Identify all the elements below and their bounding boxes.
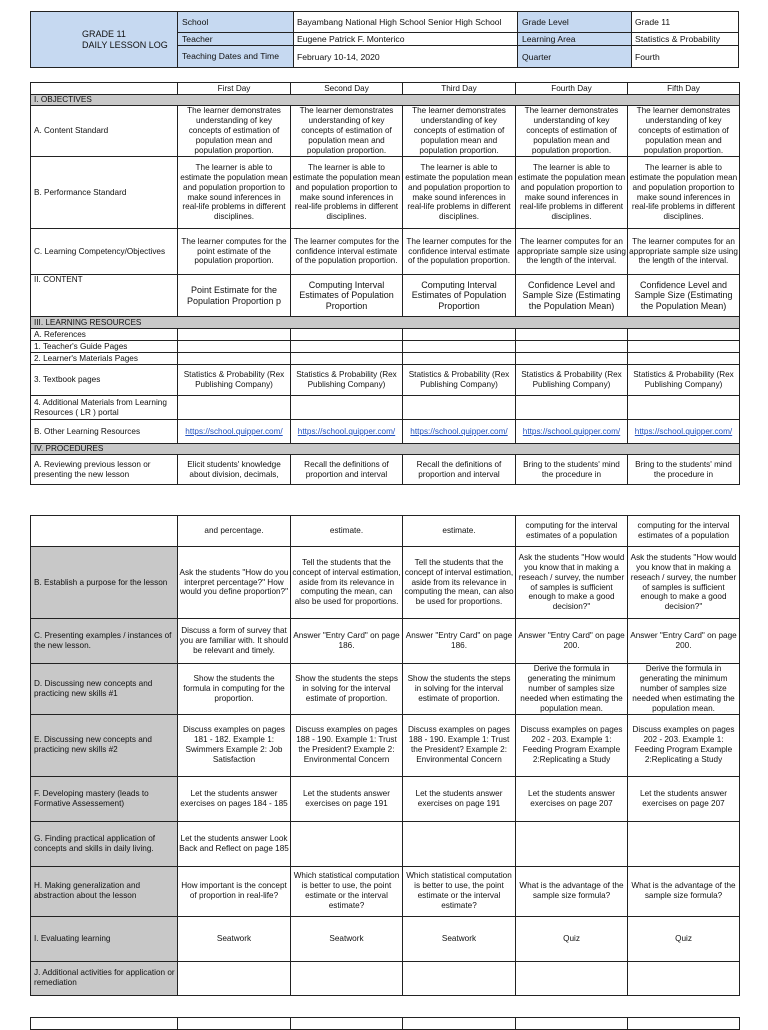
quipper-link[interactable]: https://school.quipper.com/ xyxy=(297,426,396,436)
school-label: School xyxy=(178,12,294,33)
table-cell: Ask the students "How would you know that in making a reseach / survey, the number of samples is sufficient enough to make a good decision?" xyxy=(516,547,628,619)
day-header: Fifth Day xyxy=(628,83,740,95)
table-cell xyxy=(403,961,516,995)
table-cell: Discuss examples on pages 188 - 190. Example 1: Trust the President? Example 2: Environmental Concern xyxy=(403,714,516,776)
quipper-link[interactable]: https://school.quipper.com/ xyxy=(185,426,283,436)
table-cell: The learner computes for an appropriate sample size using the length of the interval. xyxy=(516,229,628,275)
row-label-additional-materials: 4. Additional Materials from Learning Resources ( LR ) portal xyxy=(31,396,178,420)
table-cell xyxy=(291,821,403,866)
corner-cell xyxy=(31,83,178,95)
table-cell: The learner computes for the point estimate of the population proportion. xyxy=(178,229,291,275)
table-cell xyxy=(516,341,628,353)
row-label-discussing-1: D. Discussing new concepts and practicing new skills #1 xyxy=(31,664,178,715)
table-cell: The learner is able to estimate the population mean and population proportion to make sound inferences in real-life problems in different disciplines. xyxy=(628,157,740,229)
table-cell: Point Estimate for the Population Proportion p xyxy=(178,275,291,317)
quipper-link[interactable]: https://school.quipper.com/ xyxy=(634,426,733,436)
row-label-textbook: 3. Textbook pages xyxy=(31,365,178,396)
table-cell: The learner demonstrates understanding of key concepts of estimation of population mean and population proportion. xyxy=(291,106,403,157)
table-cell: Quiz xyxy=(628,916,740,961)
table-cell xyxy=(628,329,740,341)
table-cell xyxy=(403,821,516,866)
table-cell: Discuss examples on pages 202 - 203. Example 1: Feeding Program Example 2:Replicating a Study xyxy=(628,714,740,776)
table-cell: The learner demonstrates understanding of key concepts of estimation of population mean and population proportion. xyxy=(178,106,291,157)
table-cell: estimate. xyxy=(403,516,516,547)
dates-value: February 10-14, 2020 xyxy=(294,46,518,68)
table-cell: Statistics & Probability (Rex Publishing Company) xyxy=(178,365,291,396)
table-cell: Bring to the students' mind the procedure in xyxy=(516,455,628,485)
table-cell xyxy=(403,396,516,420)
table-cell xyxy=(628,353,740,365)
row-label-purpose: B. Establish a purpose for the lesson xyxy=(31,547,178,619)
table-cell: Discuss examples on pages 188 - 190. Example 1: Trust the President? Example 2: Environmental Concern xyxy=(291,714,403,776)
learning-area-label: Learning Area xyxy=(518,33,632,46)
day-header: Third Day xyxy=(403,83,516,95)
table-cell xyxy=(178,329,291,341)
school-value: Bayambang National High School Senior High School xyxy=(294,12,518,33)
row-label-performance-standard: B. Performance Standard xyxy=(31,157,178,229)
table-cell: The learner computes for the confidence interval estimate of the population proportion. xyxy=(403,229,516,275)
table-cell xyxy=(178,961,291,995)
section-content: II. CONTENT xyxy=(31,275,178,317)
row-label-reviewing: A. Reviewing previous lesson or presenting the new lesson xyxy=(31,455,178,485)
lesson-table-part1 xyxy=(30,82,740,485)
day-header: First Day xyxy=(178,83,291,95)
table-cell: Seatwork xyxy=(403,916,516,961)
table-cell xyxy=(628,396,740,420)
table-cell: Statistics & Probability (Rex Publishing Company) xyxy=(516,365,628,396)
table-cell: Let the students answer exercises on pages 184 - 185 xyxy=(178,776,291,821)
table-cell: The learner is able to estimate the population mean and population proportion to make sound inferences in real-life problems in different disciplines. xyxy=(403,157,516,229)
day-header: Fourth Day xyxy=(516,83,628,95)
row-label-presenting: C. Presenting examples / instances of the new lesson. xyxy=(31,619,178,664)
table-cell: Confidence Level and Sample Size (Estimating the Population Mean) xyxy=(628,275,740,317)
table-cell xyxy=(516,353,628,365)
row-label-generalization: H. Making generalization and abstraction about the lesson xyxy=(31,866,178,916)
table-cell: estimate. xyxy=(291,516,403,547)
table-cell: The learner computes for the confidence interval estimate of the population proportion. xyxy=(291,229,403,275)
row-label-competency: C. Learning Competency/Objectives xyxy=(31,229,178,275)
table-cell xyxy=(628,341,740,353)
grade-title: GRADE 11 xyxy=(82,28,126,39)
table-cell xyxy=(628,961,740,995)
teacher-label: Teacher xyxy=(178,33,294,46)
table-cell xyxy=(178,353,291,365)
table-cell xyxy=(291,961,403,995)
table-cell: Ask the students "How would you know that in making a reseach / survey, the number of samples is sufficient enough to make a good decision?" xyxy=(628,547,740,619)
table-cell: Answer "Entry Card" on page 186. xyxy=(291,619,403,664)
table-cell: Confidence Level and Sample Size (Estimating the Population Mean) xyxy=(516,275,628,317)
table-cell xyxy=(403,341,516,353)
table-cell: Seatwork xyxy=(291,916,403,961)
quipper-link[interactable]: https://school.quipper.com/ xyxy=(410,426,508,436)
grade-level-value: Grade 11 xyxy=(632,12,739,33)
day-header: Second Day xyxy=(291,83,403,95)
section-objectives: I. OBJECTIVES xyxy=(31,95,740,106)
table-cell: Elicit students' knowledge about division, decimals, xyxy=(178,455,291,485)
table-cell: Recall the definitions of proportion and interval xyxy=(291,455,403,485)
table-cell: Discuss a form of survey that you are familiar with. It should be relevant and timely. xyxy=(178,619,291,664)
table-cell: What is the advantage of the sample size formula? xyxy=(628,866,740,916)
table-cell: Answer "Entry Card" on page 200. xyxy=(516,619,628,664)
table-cell: The learner computes for an appropriate sample size using the length of the interval. xyxy=(628,229,740,275)
row-label-practical: G. Finding practical application of concepts and skills in daily living. xyxy=(31,821,178,866)
learning-area-value: Statistics & Probability xyxy=(632,33,739,46)
table-cell xyxy=(516,329,628,341)
table-cell: Let the students answer exercises on page 207 xyxy=(628,776,740,821)
row-label-evaluating: I. Evaluating learning xyxy=(31,916,178,961)
table-cell: Quiz xyxy=(516,916,628,961)
table-cell: Let the students answer Look Back and Reflect on page 185 xyxy=(178,821,291,866)
row-label-discussing-2: E. Discussing new concepts and practicing new skills #2 xyxy=(31,714,178,776)
dll-title-cell xyxy=(31,12,178,68)
table-cell: Tell the students that the concept of interval estimation, aside from its relevance in computing the mean, can also be used for proportions. xyxy=(403,547,516,619)
row-label-teachers-guide: 1. Teacher's Guide Pages xyxy=(31,341,178,353)
table-cell: Derive the formula in generating the minimum number of samples size needed when estimating the population mean. xyxy=(516,664,628,715)
grade-level-label: Grade Level xyxy=(518,12,632,33)
section-learning-resources: III. LEARNING RESOURCES xyxy=(31,317,740,329)
table-cell: The learner is able to estimate the population mean and population proportion to make sound inferences in real-life problems in different disciplines. xyxy=(178,157,291,229)
table-cell: Statistics & Probability (Rex Publishing Company) xyxy=(628,365,740,396)
table-cell: Answer "Entry Card" on page 200. xyxy=(628,619,740,664)
table-cell: Let the students answer exercises on page 191 xyxy=(291,776,403,821)
lesson-table-part2 xyxy=(30,515,740,996)
section-procedures: IV. PROCEDURES xyxy=(31,444,740,455)
table-cell: Statistics & Probability (Rex Publishing Company) xyxy=(403,365,516,396)
row-label-mastery: F. Developing mastery (leads to Formative Assessement) xyxy=(31,776,178,821)
dates-label: Teaching Dates and Time xyxy=(178,46,294,68)
table-cell: Show the students the steps in solving for the interval estimate of proportion. xyxy=(291,664,403,715)
row-label-other-resources: B. Other Learning Resources xyxy=(31,420,178,444)
table-cell: Computing Interval Estimates of Population Proportion xyxy=(291,275,403,317)
quipper-link[interactable]: https://school.quipper.com/ xyxy=(522,426,621,436)
table-cell xyxy=(291,353,403,365)
table-cell: The learner is able to estimate the population mean and population proportion to make sound inferences in real-life problems in different disciplines. xyxy=(516,157,628,229)
table-cell: Which statistical computation is better to use, the point estimate or the interval estimate? xyxy=(403,866,516,916)
table-cell: and percentage. xyxy=(178,516,291,547)
table-cell xyxy=(291,396,403,420)
table-cell: Discuss examples on pages 202 - 203. Example 1: Feeding Program Example 2:Replicating a Study xyxy=(516,714,628,776)
table-cell: Answer "Entry Card" on page 186. xyxy=(403,619,516,664)
table-cell: Ask the students "How do you interpret percentage?" How would you define proportion?" xyxy=(178,547,291,619)
table-cell: Which statistical computation is better to use, the point estimate or the interval estimate? xyxy=(291,866,403,916)
table-cell: Computing Interval Estimates of Population Proportion xyxy=(403,275,516,317)
table-cell: The learner demonstrates understanding of key concepts of estimation of population mean and population proportion. xyxy=(516,106,628,157)
table-cell xyxy=(516,396,628,420)
table-cell xyxy=(403,329,516,341)
row-label-references: A. References xyxy=(31,329,178,341)
table-cell: What is the advantage of the sample size formula? xyxy=(516,866,628,916)
quarter-value: Fourth xyxy=(632,46,739,68)
table-cell: How important is the concept of proportion in real-life? xyxy=(178,866,291,916)
table-cell: Seatwork xyxy=(178,916,291,961)
table-cell xyxy=(291,329,403,341)
table-cell xyxy=(516,961,628,995)
table-cell xyxy=(291,341,403,353)
row-label-additional-activities: J. Additional activities for application or remediation xyxy=(31,961,178,995)
table-cell xyxy=(178,341,291,353)
table-cell: computing for the interval estimates of a population xyxy=(516,516,628,547)
dll-title: DAILY LESSON LOG xyxy=(82,39,168,50)
table-cell xyxy=(628,821,740,866)
header-table xyxy=(30,11,739,68)
table-cell: Derive the formula in generating the minimum number of samples size needed when estimating the population mean. xyxy=(628,664,740,715)
table-cell: The learner demonstrates understanding of key concepts of estimation of population mean and population proportion. xyxy=(403,106,516,157)
table-cell: Statistics & Probability (Rex Publishing Company) xyxy=(291,365,403,396)
table-cell xyxy=(178,396,291,420)
row-label-learners-materials: 2. Learner's Materials Pages xyxy=(31,353,178,365)
table-cell: Recall the definitions of proportion and interval xyxy=(403,455,516,485)
table-cell: The learner is able to estimate the population mean and population proportion to make sound inferences in real-life problems in different disciplines. xyxy=(291,157,403,229)
table-cell xyxy=(31,516,178,547)
table-cell: Let the students answer exercises on page 191 xyxy=(403,776,516,821)
table-cell: Show the students the formula in computing for the proportion. xyxy=(178,664,291,715)
table-cell: Bring to the students' mind the procedure in xyxy=(628,455,740,485)
table-cell: Show the students the steps in solving for the interval estimate of proportion. xyxy=(403,664,516,715)
teacher-value: Eugene Patrick F. Monterico xyxy=(294,33,518,46)
table-cell xyxy=(516,821,628,866)
quarter-label: Quarter xyxy=(518,46,632,68)
table-cell: The learner demonstrates understanding of key concepts of estimation of population mean and population proportion. xyxy=(628,106,740,157)
table-cell: Let the students answer exercises on page 207 xyxy=(516,776,628,821)
row-label-content-standard: A. Content Standard xyxy=(31,106,178,157)
table-cell: Tell the students that the concept of interval estimation, aside from its relevance in computing the mean, can also be used for proportions. xyxy=(291,547,403,619)
table-cell xyxy=(403,353,516,365)
table-cell: Discuss examples on pages 181 - 182. Example 1: Swimmers Example 2: Job Satisfaction xyxy=(178,714,291,776)
table-cell: computing for the interval estimates of a population xyxy=(628,516,740,547)
